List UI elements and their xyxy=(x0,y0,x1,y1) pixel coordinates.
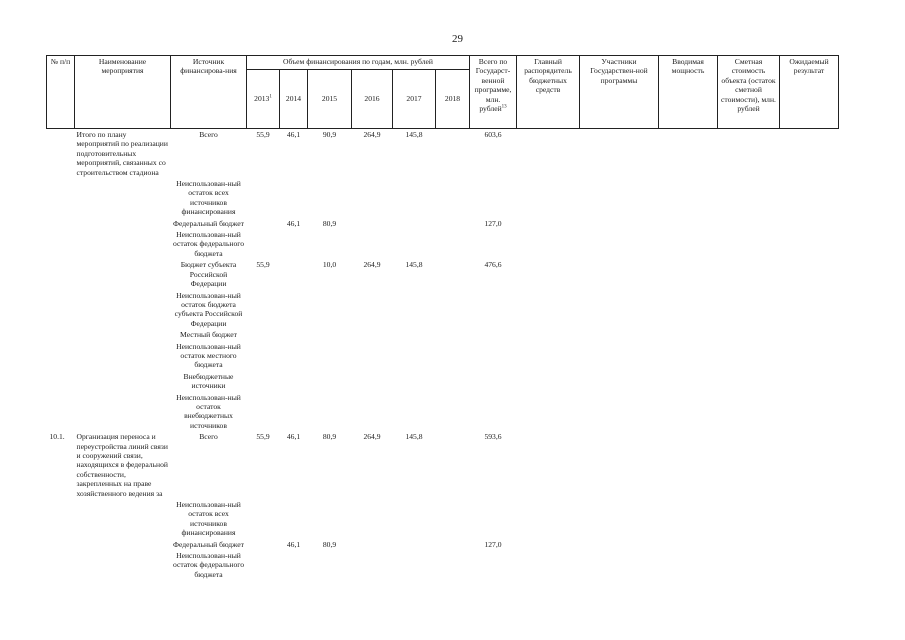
empty-cell xyxy=(718,218,780,229)
row-number xyxy=(47,129,75,179)
row-number xyxy=(47,178,75,218)
total-value: 593,6 xyxy=(484,432,502,442)
total-value xyxy=(470,178,517,218)
total-value xyxy=(470,550,517,580)
empty-cell xyxy=(580,229,659,259)
year-value xyxy=(247,371,280,392)
activity-name xyxy=(75,229,171,259)
empty-cell xyxy=(580,178,659,218)
empty-cell xyxy=(659,129,718,179)
table-row xyxy=(47,550,839,580)
row-number xyxy=(47,229,75,259)
row-number xyxy=(47,218,75,229)
total-value: 476,6 xyxy=(484,260,502,270)
table-row xyxy=(47,178,839,218)
row-number: 10.1. xyxy=(49,432,65,442)
row-number xyxy=(47,371,75,392)
empty-cell xyxy=(780,229,839,259)
empty-cell xyxy=(517,218,580,229)
empty-cell xyxy=(517,431,580,499)
year-value xyxy=(436,341,470,371)
year-value xyxy=(280,499,308,539)
funding-source: Неиспользован-ный остаток местного бюджета xyxy=(176,341,241,370)
year-value xyxy=(436,499,470,539)
empty-cell xyxy=(718,290,780,330)
table-row xyxy=(47,259,839,289)
activity-name xyxy=(75,539,171,550)
header-estimate: Сметная стоимость объекта (остаток сметной стоимости), млн. рублей xyxy=(718,56,780,129)
header-year-note: 1 xyxy=(269,94,272,100)
row-number xyxy=(47,290,75,330)
empty-cell xyxy=(718,178,780,218)
activity-name: Итого по плану мероприятий по реализации подготовительных мероприятий, связанных со строительством стадиона xyxy=(76,130,168,177)
funding-source: Неиспользован-ный остаток бюджета субъекта Российской Федерации xyxy=(174,290,243,328)
table-row xyxy=(47,290,839,330)
empty-cell xyxy=(718,329,780,340)
year-value xyxy=(436,259,470,289)
empty-cell xyxy=(780,392,839,432)
row-number xyxy=(47,341,75,371)
year-value xyxy=(393,392,436,432)
year-value: 80,9 xyxy=(322,218,337,228)
total-value xyxy=(470,329,517,340)
year-value: 264,9 xyxy=(363,130,381,139)
year-value: 145,8 xyxy=(405,130,423,139)
empty-cell xyxy=(517,129,580,179)
empty-cell xyxy=(780,499,839,539)
year-value: 46,1 xyxy=(286,218,301,228)
empty-cell xyxy=(659,431,718,499)
year-value xyxy=(308,371,352,392)
year-value: 145,8 xyxy=(405,432,423,442)
header-num: № п/п xyxy=(47,56,75,129)
year-value xyxy=(352,550,393,580)
year-value xyxy=(436,290,470,330)
year-value xyxy=(247,290,280,330)
header-year-2013 xyxy=(247,70,280,129)
activity-name xyxy=(75,290,171,330)
year-value: 80,9 xyxy=(322,539,337,549)
empty-cell xyxy=(659,259,718,289)
header-year-2017: 2017 xyxy=(393,70,436,129)
table-row xyxy=(47,129,839,179)
year-value xyxy=(393,341,436,371)
empty-cell xyxy=(517,290,580,330)
empty-cell xyxy=(780,341,839,371)
funding-source: Всего xyxy=(199,432,218,442)
empty-cell xyxy=(659,341,718,371)
empty-cell xyxy=(659,550,718,580)
year-value xyxy=(352,539,393,550)
year-value: 90,9 xyxy=(322,130,337,139)
empty-cell xyxy=(517,341,580,371)
empty-cell xyxy=(718,431,780,499)
year-value xyxy=(280,341,308,371)
year-value xyxy=(308,229,352,259)
year-value xyxy=(352,290,393,330)
year-value xyxy=(393,329,436,340)
table-row xyxy=(47,371,839,392)
year-value xyxy=(247,539,280,550)
funding-source: Внебюджетные источники xyxy=(183,371,234,391)
empty-cell xyxy=(659,178,718,218)
year-value xyxy=(352,178,393,218)
empty-cell xyxy=(517,392,580,432)
funding-source: Неиспользован-ный остаток всех источников финансирования xyxy=(176,179,241,217)
total-value: 603,6 xyxy=(484,130,502,139)
year-value xyxy=(436,129,470,179)
row-number xyxy=(47,499,75,539)
empty-cell xyxy=(659,218,718,229)
empty-cell xyxy=(659,499,718,539)
table-row xyxy=(47,341,839,371)
empty-cell xyxy=(718,259,780,289)
total-value xyxy=(470,290,517,330)
empty-cell xyxy=(780,290,839,330)
year-value xyxy=(308,499,352,539)
empty-cell xyxy=(580,431,659,499)
header-year-2018: 2018 xyxy=(436,70,470,129)
funding-source: Неиспользован-ный остаток федерального бюджета xyxy=(172,230,245,258)
empty-cell xyxy=(580,341,659,371)
activity-name: Организация переноса и переустройства линий связи и сооружений связи, находящихся в федеральной собственности, закрепленных на праве хозяйственного ведения за xyxy=(76,432,168,498)
header-total-label: Всего по Государст-венной программе, млн. рублей xyxy=(474,57,512,114)
year-value xyxy=(436,431,470,499)
table-row xyxy=(47,431,839,499)
empty-cell xyxy=(780,431,839,499)
year-value xyxy=(280,259,308,289)
year-value: 145,8 xyxy=(405,260,423,270)
header-year-2015: 2015 xyxy=(308,70,352,129)
year-value xyxy=(436,539,470,550)
total-value xyxy=(470,341,517,371)
year-value: 55,9 xyxy=(256,130,270,139)
year-value xyxy=(247,550,280,580)
activity-name xyxy=(75,329,171,340)
empty-cell xyxy=(659,392,718,432)
year-value xyxy=(436,329,470,340)
year-value: 46,1 xyxy=(286,432,301,442)
empty-cell xyxy=(718,229,780,259)
funding-source: Неиспользован-ный остаток внебюджетных источников xyxy=(176,392,241,430)
empty-cell xyxy=(718,499,780,539)
year-value: 55,9 xyxy=(256,260,270,270)
year-value xyxy=(308,341,352,371)
year-value xyxy=(436,550,470,580)
year-value xyxy=(247,329,280,340)
empty-cell xyxy=(659,290,718,330)
year-value xyxy=(308,392,352,432)
empty-cell xyxy=(580,329,659,340)
year-value xyxy=(308,550,352,580)
year-value xyxy=(393,499,436,539)
empty-cell xyxy=(718,539,780,550)
year-value xyxy=(247,178,280,218)
header-total xyxy=(470,56,517,129)
total-value xyxy=(470,499,517,539)
header-total-note: 13 xyxy=(501,104,507,110)
year-value xyxy=(280,392,308,432)
year-value xyxy=(393,539,436,550)
activity-name xyxy=(75,392,171,432)
year-value xyxy=(393,218,436,229)
year-value xyxy=(280,290,308,330)
year-value xyxy=(393,371,436,392)
funding-source: Федеральный бюджет xyxy=(173,539,244,549)
year-value: 46,1 xyxy=(286,539,301,549)
year-value xyxy=(393,290,436,330)
year-value xyxy=(436,218,470,229)
empty-cell xyxy=(580,218,659,229)
empty-cell xyxy=(517,329,580,340)
empty-cell xyxy=(718,550,780,580)
year-value xyxy=(247,218,280,229)
empty-cell xyxy=(659,229,718,259)
year-value: 264,9 xyxy=(363,432,381,442)
year-value xyxy=(352,218,393,229)
empty-cell xyxy=(780,329,839,340)
total-value: 127,0 xyxy=(484,539,502,549)
header-funding-group: Объем финансирования по годам, млн. рублей xyxy=(247,56,470,70)
year-value: 46,1 xyxy=(286,130,301,139)
year-value xyxy=(436,178,470,218)
activity-name xyxy=(75,259,171,289)
year-value xyxy=(280,371,308,392)
year-value xyxy=(352,371,393,392)
activity-name xyxy=(75,178,171,218)
year-value xyxy=(308,178,352,218)
empty-cell xyxy=(580,371,659,392)
total-value xyxy=(470,371,517,392)
empty-cell xyxy=(780,218,839,229)
empty-cell xyxy=(718,341,780,371)
year-value xyxy=(247,229,280,259)
empty-cell xyxy=(517,178,580,218)
activity-name xyxy=(75,341,171,371)
funding-source: Неиспользован-ный остаток федерального бюджета xyxy=(172,551,245,579)
funding-table xyxy=(46,55,839,580)
header-year-2014: 2014 xyxy=(280,70,308,129)
empty-cell xyxy=(780,129,839,179)
empty-cell xyxy=(718,392,780,432)
empty-cell xyxy=(580,539,659,550)
year-value xyxy=(436,371,470,392)
activity-name xyxy=(75,371,171,392)
total-value xyxy=(470,229,517,259)
table-row xyxy=(47,229,839,259)
year-value xyxy=(247,341,280,371)
header-name: Наименование мероприятия xyxy=(75,56,171,129)
row-number xyxy=(47,329,75,340)
year-value xyxy=(280,550,308,580)
page-number: 29 xyxy=(452,33,463,45)
total-value: 127,0 xyxy=(484,218,502,228)
table-row xyxy=(47,329,839,340)
table-header xyxy=(47,56,839,129)
total-value xyxy=(470,392,517,432)
table-row xyxy=(47,392,839,432)
header-year-2016: 2016 xyxy=(352,70,393,129)
empty-cell xyxy=(580,499,659,539)
empty-cell xyxy=(580,550,659,580)
table-row xyxy=(47,218,839,229)
table-row xyxy=(47,539,839,550)
year-value xyxy=(436,392,470,432)
funding-source: Федеральный бюджет xyxy=(173,218,244,228)
empty-cell xyxy=(580,259,659,289)
year-value xyxy=(352,499,393,539)
empty-cell xyxy=(780,539,839,550)
table-row xyxy=(47,499,839,539)
year-value xyxy=(280,329,308,340)
empty-cell xyxy=(580,290,659,330)
header-year-label: 2013 xyxy=(254,94,270,104)
empty-cell xyxy=(718,371,780,392)
empty-cell xyxy=(517,371,580,392)
year-value xyxy=(280,178,308,218)
empty-cell xyxy=(517,539,580,550)
empty-cell xyxy=(580,392,659,432)
year-value xyxy=(247,499,280,539)
empty-cell xyxy=(780,550,839,580)
year-value xyxy=(352,392,393,432)
empty-cell xyxy=(517,229,580,259)
year-value xyxy=(352,329,393,340)
funding-source: Неиспользован-ный остаток всех источников финансирования xyxy=(176,500,241,538)
year-value xyxy=(247,392,280,432)
empty-cell xyxy=(780,259,839,289)
table-body xyxy=(47,129,839,581)
empty-cell xyxy=(780,178,839,218)
year-value xyxy=(352,229,393,259)
year-value xyxy=(352,341,393,371)
empty-cell xyxy=(517,499,580,539)
header-source: Источник финансирова-ния xyxy=(171,56,247,129)
year-value xyxy=(280,229,308,259)
empty-cell xyxy=(780,371,839,392)
year-value: 55,9 xyxy=(256,432,270,442)
year-value xyxy=(308,329,352,340)
year-value: 264,9 xyxy=(363,260,381,270)
activity-name xyxy=(75,550,171,580)
row-number xyxy=(47,259,75,289)
empty-cell xyxy=(517,550,580,580)
year-value xyxy=(393,229,436,259)
empty-cell xyxy=(517,259,580,289)
year-value xyxy=(308,290,352,330)
empty-cell xyxy=(718,129,780,179)
empty-cell xyxy=(659,329,718,340)
funding-source: Бюджет субъекта Российской Федерации xyxy=(180,260,237,289)
header-result: Ожидаемый результат xyxy=(780,56,839,129)
row-number xyxy=(47,392,75,432)
year-value: 10,0 xyxy=(322,260,337,270)
row-number xyxy=(47,550,75,580)
header-participants: Участники Государствен-ной программы xyxy=(580,56,659,129)
activity-name xyxy=(75,218,171,229)
year-value xyxy=(436,229,470,259)
empty-cell xyxy=(659,371,718,392)
header-capacity: Вводимая мощность xyxy=(659,56,718,129)
header-distributor: Главный распорядитель бюджетных средств xyxy=(517,56,580,129)
activity-name xyxy=(75,499,171,539)
year-value xyxy=(393,550,436,580)
year-value: 80,9 xyxy=(322,432,337,442)
funding-source: Местный бюджет xyxy=(180,330,237,340)
funding-source: Всего xyxy=(199,130,218,139)
year-value xyxy=(393,178,436,218)
row-number xyxy=(47,539,75,550)
empty-cell xyxy=(659,539,718,550)
empty-cell xyxy=(580,129,659,179)
